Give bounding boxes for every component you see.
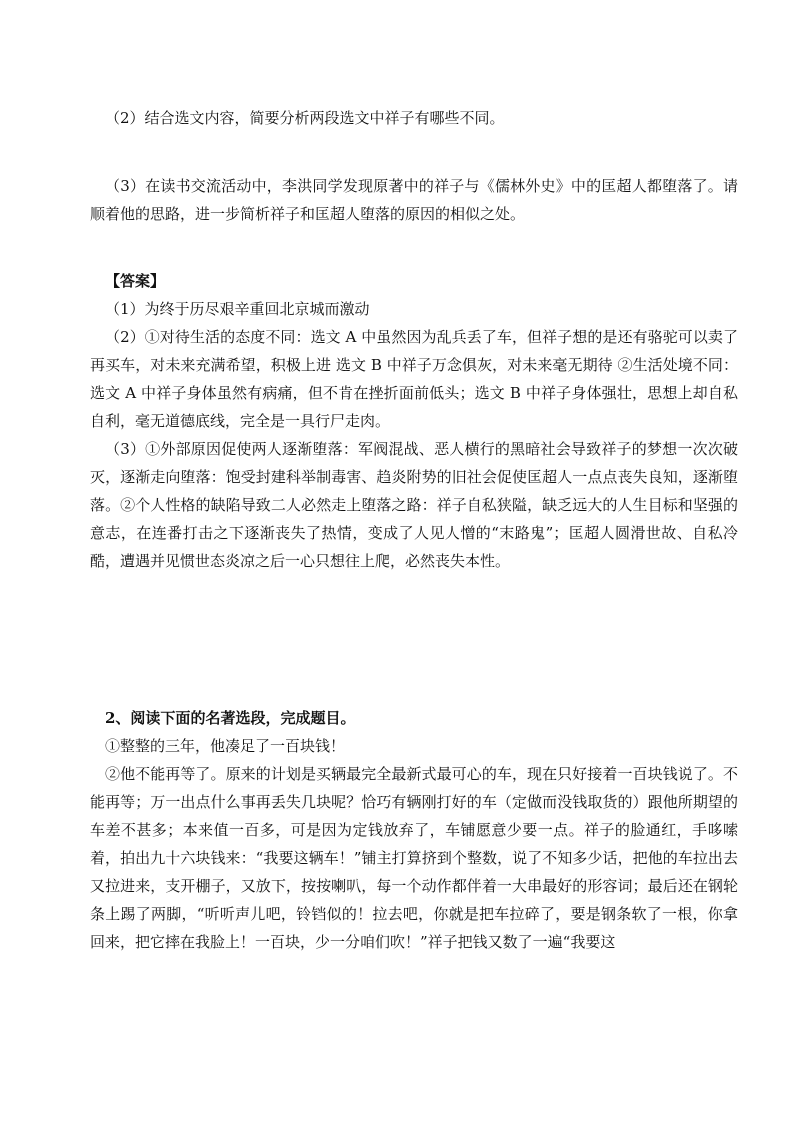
answer-section <box>90 267 738 575</box>
reading-section-2 <box>90 704 738 956</box>
answer-1: （1）为终于历尽艰辛重回北京城而激动 <box>105 300 370 318</box>
answer-2: （2）①对待生活的态度不同：选文 A 中虽然因为乱兵丢了车，但祥子想的是还有骆驼可以卖了再买车，对未来充满希望，积极上进 选文 B 中祥子万念俱灰，对未来毫无期待 ②生活处境不同：选文 A 中祥子身体虽然有病痛，但不肯在挫折面前低头；选文 B 中祥子身体强壮，思想上却自私自利，毫无道德底线，完全是一具行尸走肉。 <box>90 328 738 430</box>
passage-paragraph-2: ②他不能再等了。原来的计划是买辆最完全最新式最可心的车，现在只好接着一百块钱说了。不能再等；万一出点什么事再丢失几块呢？恰巧有辆刚打好的车（定做而没钱取货的）跟他所期望的车差不甚多；本来值一百多，可是因为定钱放弃了，车铺愿意少要一点。祥子的脸通红，手哆嗦着，拍出九十六块钱来：“我要这辆车！”铺主打算挤到个整数，说了不知多少话，把他的车拉出去又拉进来，支开棚子，又放下，按按喇叭，每一个动作都伴着一大串最好的形容词；最后还在钢轮条上踢了两脚，“听听声儿吧，铃铛似的！拉去吧，你就是把车拉碎了，要是钢条软了一根，你拿回来，把它摔在我脸上！一百块，少一分咱们吹！”祥子把钱又数了一遍“我要这 <box>90 765 738 951</box>
answer-3: （3）①外部原因促使两人逐渐堕落：军阀混战、恶人横行的黑暗社会导致祥子的梦想一次次破灭，逐渐走向堕落：饱受封建科举制毒害、趋炎附势的旧社会促使匡超人一点点丧失良知，逐渐堕落。②个人性格的缺陷导致二人必然走上堕落之路：祥子自私狭隘，缺乏远大的人生目标和坚强的意志，在连番打击之下逐渐丧失了热情，变成了人见人憎的“末路鬼”；匡超人圆滑世故、自私冷酷，遭遇并见惯世态炎凉之后一心只想往上爬，必然丧失本性。 <box>90 440 738 570</box>
answer-heading: 【答案】 <box>105 272 166 290</box>
question-2: （2）结合选文内容，简要分析两段选文中祥子有哪些不同。 <box>105 109 505 127</box>
section-2-title: 2、阅读下面的名著选段，完成题目。 <box>105 709 356 727</box>
question-3: （3）在读书交流活动中，李洪同学发现原著中的祥子与《儒林外史》中的匡超人都堕落了。请顺着他的思路，进一步简析祥子和匡超人堕落的原因的相似之处。 <box>90 177 738 223</box>
passage-paragraph-1: ①整整的三年，他凑足了一百块钱！ <box>105 737 346 755</box>
